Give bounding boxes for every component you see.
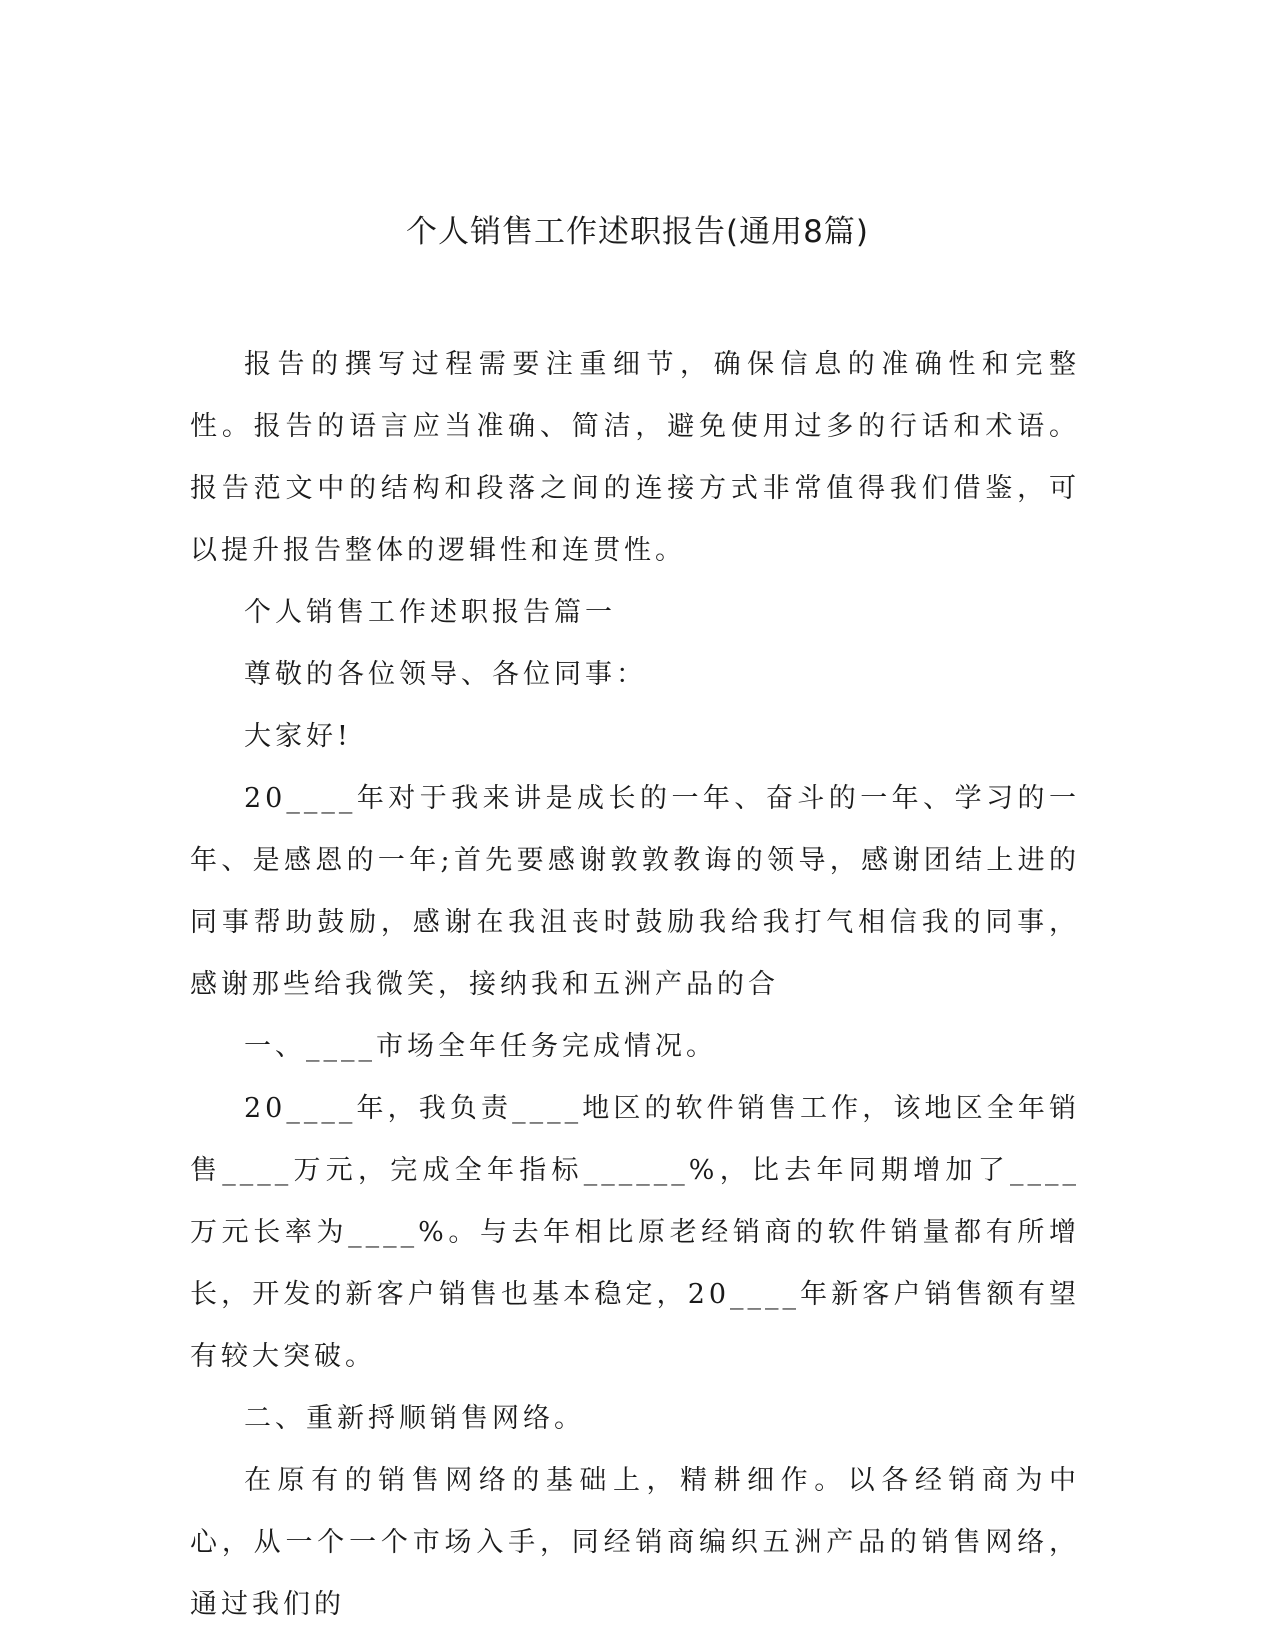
section-heading-sales-network: 二、重新捋顺销售网络。 [244,1403,585,1434]
document-title: 个人销售工作述职报告(通用8篇) [406,214,869,250]
intro-paragraph: 报告的撰写过程需要注重细节，确保信息的准确性和完整性。报告的语言应当准确、简洁，避免使用过多的行话和术语。报告范文中的结构和段落之间的连接方式非常值得我们借鉴，可以提升报告整体的逻辑性和连贯性。 [190,349,1080,566]
body-paragraph-sales-figures: 20____年，我负责____地区的软件销售工作，该地区全年销售____万元，完成全年指标______%，比去年同期增加了____万元长率为____%。与去年相比原老经销商的软件销量都有所增长，开发的新客户销售也基本稳定，20____年新客户销售额有望有较大突破。 [190,1093,1080,1372]
section-heading-task-completion: 一、____市场全年任务完成情况。 [244,1031,717,1062]
section-heading-part-one: 个人销售工作述职报告篇一 [244,597,616,628]
body-paragraph-gratitude: 20____年对于我来讲是成长的一年、奋斗的一年、学习的一年、是感恩的一年;首先要感谢敦敦教诲的领导，感谢团结上进的同事帮助鼓励，感谢在我沮丧时鼓励我给我打气相信我的同事，感谢那些给我微笑，接纳我和五洲产品的合 [190,783,1080,1000]
body-paragraph-network: 在原有的销售网络的基础上，精耕细作。以各经销商为中心，从一个一个市场入手，同经销商编织五洲产品的销售网络，通过我们的 [190,1465,1080,1620]
greeting: 大家好! [244,721,352,752]
document-body [190,334,1080,1636]
salutation: 尊敬的各位领导、各位同事： [244,659,647,690]
